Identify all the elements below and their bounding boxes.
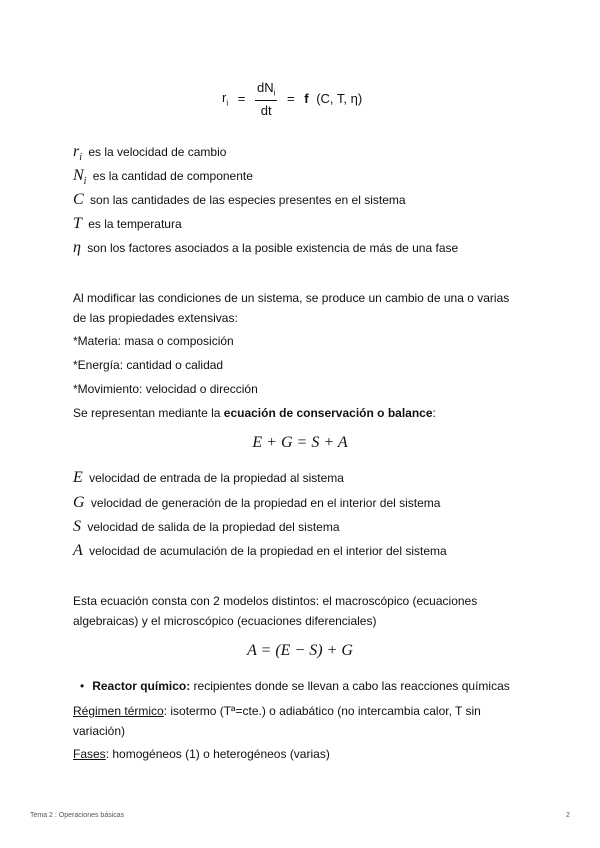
definition-symbol xyxy=(73,144,82,166)
phases xyxy=(73,744,523,764)
definition-row xyxy=(73,192,406,208)
balance-sentence xyxy=(73,403,523,423)
definition-symbol-sub: i xyxy=(79,152,83,164)
page-number: 2 xyxy=(566,812,570,819)
thermal-regime-text: : isotermo (Tª=cte.) o adiabático (no intercambia calor, T sin variación) xyxy=(73,704,481,738)
intro-paragraph: Al modificar las condiciones de un sistema, se produce un cambio de una o varias de las propiedades extensivas: xyxy=(73,291,510,325)
balance-equation: E + G = S + A xyxy=(252,434,348,451)
balance-term-row xyxy=(73,495,440,511)
rate-lhs xyxy=(222,90,228,108)
balance-term-symbol: G xyxy=(73,494,85,511)
fraction-denominator: dt xyxy=(260,102,272,118)
thermal-regime-label: Régimen térmico xyxy=(73,704,164,718)
thermal-regime xyxy=(73,701,523,741)
balance-term-text: velocidad de generación de la propiedad en el interior del sistema xyxy=(90,496,441,510)
definition-symbol: η xyxy=(73,239,81,256)
definition-text: es la cantidad de componente xyxy=(92,169,253,183)
bullet-bold: Reactor químico: xyxy=(92,679,191,693)
models-paragraph: Esta ecuación consta con 2 modelos distintos: el macroscópico (ecuaciones algebraicas) y el microscópico (ecuaciones diferenciales) xyxy=(73,594,478,628)
balance-sentence-suffix: : xyxy=(432,406,436,420)
definition-row xyxy=(73,168,253,190)
rate-function xyxy=(304,91,362,106)
definition-symbol: C xyxy=(73,191,84,208)
definition-symbol: T xyxy=(73,215,82,232)
numerator-sub: i xyxy=(273,88,276,98)
balance-term-row xyxy=(73,519,340,535)
bullet-item xyxy=(80,677,510,695)
function-args: (C, T, η) xyxy=(316,91,363,107)
rate-lhs-symbol: r xyxy=(222,90,227,105)
property-item: *Materia: masa o composición xyxy=(73,334,234,348)
property-item: *Energía: cantidad o calidad xyxy=(73,358,224,372)
definition-row xyxy=(73,144,226,166)
balance-term-row xyxy=(73,470,344,486)
definition-text: es la velocidad de cambio xyxy=(88,145,227,159)
definition-text: son las cantidades de las especies presentes en el sistema xyxy=(90,193,406,207)
balance-term-symbol: A xyxy=(73,542,83,559)
numerator-text: dN xyxy=(256,80,274,95)
footer-left: Tema 2 : Operaciones básicas xyxy=(30,812,125,819)
definition-symbol-letter: r xyxy=(73,143,80,160)
definition-symbol xyxy=(73,168,86,190)
balance-term-text: velocidad de entrada de la propiedad al sistema xyxy=(89,471,344,485)
accumulation-equation: A = (E − S) + G xyxy=(247,642,353,659)
definition-symbol-letter: N xyxy=(73,167,84,184)
equals-sign-2: = xyxy=(287,91,295,107)
rate-equation xyxy=(222,80,362,118)
function-name: f xyxy=(304,91,309,107)
equals-sign: = xyxy=(237,91,246,107)
bullet-dot-icon: • xyxy=(80,679,85,693)
balance-term-symbol: E xyxy=(73,469,83,486)
balance-term-row xyxy=(73,543,447,559)
definition-row xyxy=(73,216,182,232)
definition-text: es la temperatura xyxy=(88,217,182,231)
balance-term-text: velocidad de salida de la propiedad del sistema xyxy=(87,520,340,534)
phases-text: : homogéneos (1) o heterogéneos (varias) xyxy=(105,747,330,761)
rate-lhs-sub: i xyxy=(226,98,229,108)
bullet-text: recipientes donde se llevan a cabo las reacciones químicas xyxy=(190,679,510,693)
fraction-numerator xyxy=(255,80,277,101)
balance-term-text: velocidad de acumulación de la propiedad en el interior del sistema xyxy=(89,544,447,558)
property-item: *Movimiento: velocidad o dirección xyxy=(73,382,258,396)
balance-sentence-bold: ecuación de conservación o balance xyxy=(223,406,433,420)
balance-sentence-prefix: Se representan mediante la xyxy=(73,406,224,420)
definition-row xyxy=(73,240,458,256)
phases-label: Fases xyxy=(73,747,106,761)
definition-text: son los factores asociados a la posible existencia de más de una fase xyxy=(87,241,459,255)
derivative-fraction xyxy=(255,80,277,118)
definition-symbol-sub: i xyxy=(83,176,87,188)
balance-term-symbol: S xyxy=(73,518,81,535)
